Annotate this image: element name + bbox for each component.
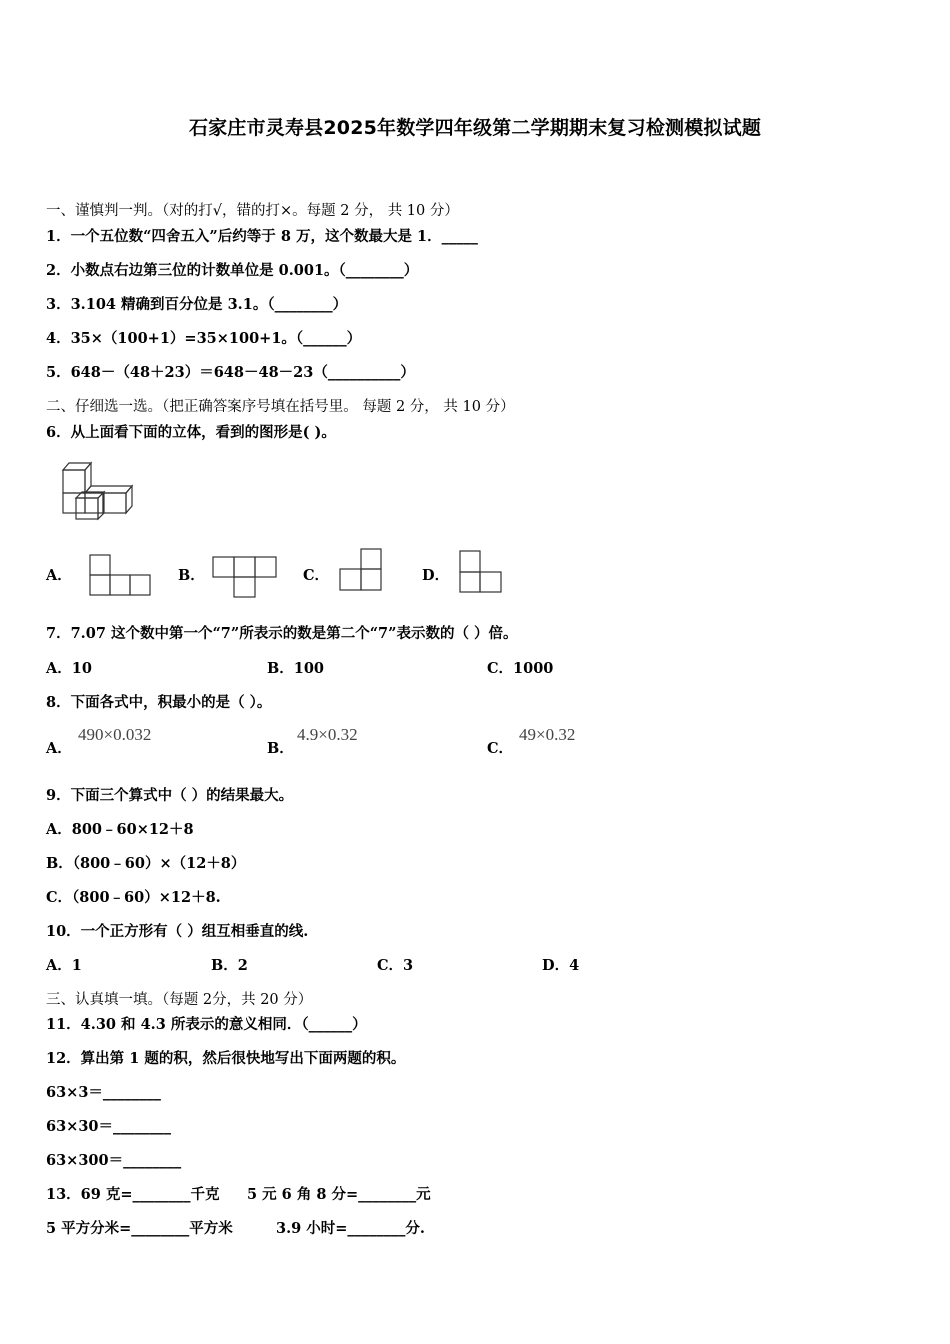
- q6-option-b-label: B．: [178, 567, 205, 584]
- section-3-heading: 三、认真填一填。（每题 2分，共 20 分）: [46, 992, 313, 1008]
- q12-line-2: 63×30＝________: [46, 1118, 172, 1135]
- q13-part-c: 5 平方分米=________平方米: [46, 1220, 233, 1237]
- section-2-heading: 二、仔细选一选。（把正确答案序号填在括号里。 每题 2 分， 共 10 分）: [46, 399, 515, 415]
- q12-line-1: 63×3＝________: [46, 1084, 161, 1101]
- q6-option-b-figure: [212, 556, 277, 599]
- q7-option-c: C．1000: [487, 660, 554, 677]
- q10-option-b: B．2: [211, 957, 248, 974]
- q9-option-a: A．800﹣60×12＋8: [46, 821, 194, 838]
- q12-line-3: 63×300＝________: [46, 1152, 182, 1169]
- q8-option-a-label: A．: [46, 740, 72, 757]
- q10-option-a: A．1: [46, 957, 82, 974]
- q6-option-d-label: D．: [422, 567, 450, 584]
- q13-part-b: 5 元 6 角 8 分=________元: [247, 1186, 431, 1203]
- q6-option-d-figure: [459, 550, 503, 594]
- question-12: 12．算出第 1 题的积，然后很快地写出下面两题的积。: [46, 1050, 406, 1067]
- question-3: 3．3.104 精确到百分位是 3.1。（________）: [46, 296, 348, 313]
- question-11: 11．4.30 和 4.3 所表示的意义相同．（______）: [46, 1016, 367, 1033]
- question-6: 6．从上面看下面的立体，看到的图形是( )。: [46, 424, 336, 441]
- q7-option-a: A．10: [46, 660, 92, 677]
- q8-option-c-label: C．: [487, 740, 514, 757]
- q7-option-b: B．100: [267, 660, 325, 677]
- section-1-heading: 一、谨慎判一判。（对的打√，错的打×。每题 2 分， 共 10 分）: [46, 203, 459, 219]
- q6-option-a-label: A．: [46, 567, 72, 584]
- q13-part-a: 13．69 克=________千克: [46, 1186, 220, 1203]
- q8-option-a-expr: 490×0.032: [78, 725, 152, 744]
- q6-option-c-label: C．: [303, 567, 330, 584]
- q6-option-a-figure: [89, 554, 152, 597]
- q9-option-b: B．（800﹣60）×（12＋8）: [46, 855, 246, 872]
- question-10: 10．一个正方形有（ ）组互相垂直的线.: [46, 923, 309, 940]
- q13-part-d: 3.9 小时=________分.: [276, 1220, 425, 1237]
- question-7: 7．7.07 这个数中第一个“7”所表示的数是第二个“7”表示数的（ ）倍。: [46, 625, 518, 642]
- question-4: 4．35×（100+1）=35×100+1。（______）: [46, 330, 362, 347]
- question-9: 9．下面三个算式中（ ）的结果最大。: [46, 787, 294, 804]
- question-5: 5．648－（48＋23）＝648－48－23（__________）: [46, 364, 415, 381]
- page-title: 石家庄市灵寿县2025年数学四年级第二学期期末复习检测模拟试题: [188, 117, 762, 139]
- q9-option-c: C．（800﹣60）×12＋8.: [46, 889, 221, 906]
- question-8: 8．下面各式中，积最小的是（ ）。: [46, 694, 272, 711]
- question-1: 1．一个五位数“四舍五入”后约等于 8 万，这个数最大是 1．_____: [46, 228, 478, 245]
- q10-option-d: D．4: [542, 957, 580, 974]
- q8-option-b-expr: 4.9×0.32: [297, 725, 358, 744]
- q6-option-c-figure: [339, 548, 383, 592]
- cube-solid-figure: [60, 460, 135, 522]
- q8-option-c-expr: 49×0.32: [519, 725, 576, 744]
- q10-option-c: C．3: [377, 957, 414, 974]
- q8-option-b-label: B．: [267, 740, 294, 757]
- question-2: 2．小数点右边第三位的计数单位是 0.001。（________）: [46, 262, 419, 279]
